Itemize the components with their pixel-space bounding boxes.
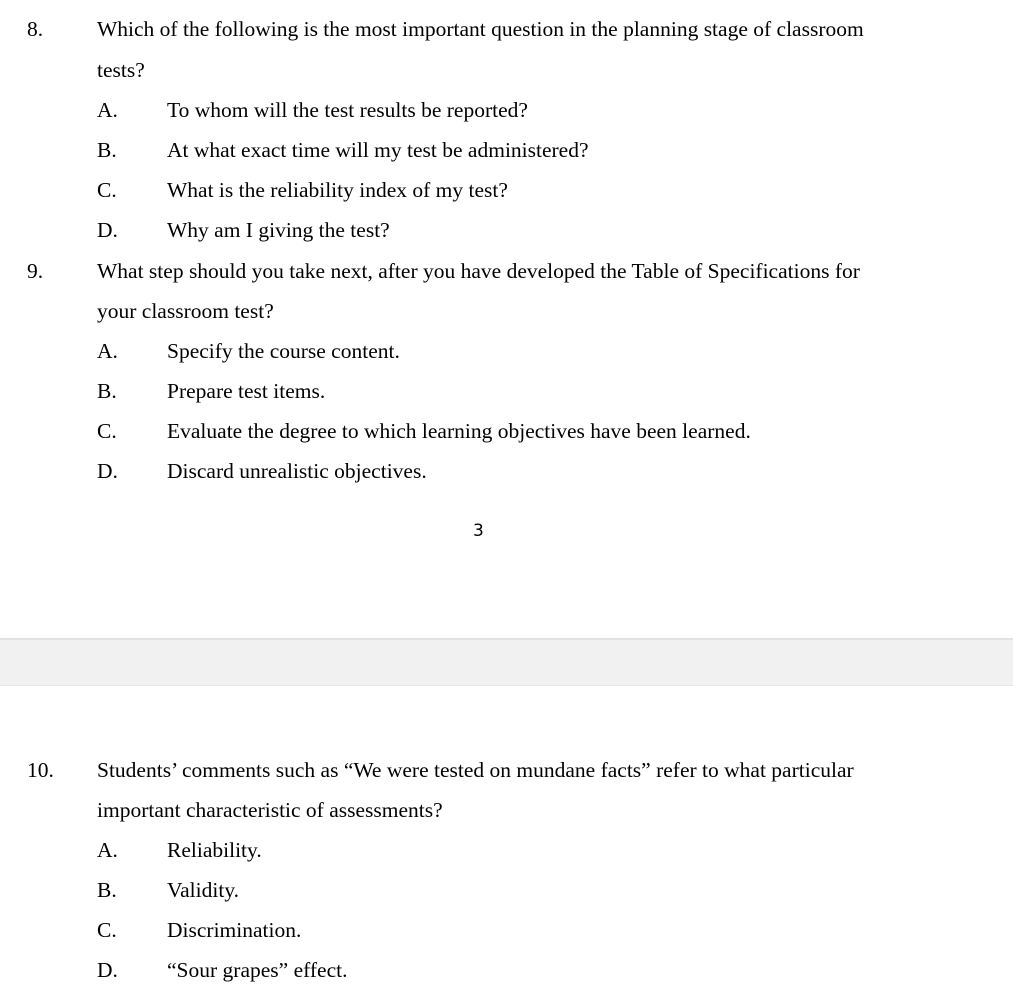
question-number: 9.	[27, 259, 44, 283]
option-text: Validity.	[167, 878, 240, 902]
page-number: 3	[473, 521, 484, 541]
document-page-4	[0, 686, 1013, 1008]
question-text: important characteristic of assessments?	[97, 798, 443, 822]
option-text: “Sour grapes” effect.	[167, 958, 348, 982]
option-letter: B.	[97, 878, 117, 902]
question-number: 8.	[27, 17, 44, 41]
question-text: What step should you take next, after you have developed the Table of Specifications for	[97, 259, 860, 283]
question-text: Which of the following is the most important question in the planning stage of classroom	[97, 17, 864, 41]
option-text: Prepare test items.	[167, 379, 326, 403]
question-number: 10.	[27, 758, 54, 782]
option-text: At what exact time will my test be administered?	[167, 138, 589, 162]
option-text: Specify the course content.	[167, 339, 400, 363]
option-letter: B.	[97, 379, 117, 403]
option-letter: A.	[97, 339, 118, 363]
option-text: Evaluate the degree to which learning objectives have been learned.	[167, 419, 751, 443]
option-letter: C.	[97, 419, 117, 443]
option-text: Discrimination.	[167, 918, 302, 942]
option-letter: D.	[97, 958, 118, 982]
page-separator	[0, 638, 1013, 686]
option-text: To whom will the test results be reported?	[167, 98, 528, 122]
question-text: Students’ comments such as “We were tested on mundane facts” refer to what particular	[97, 758, 854, 782]
option-text: Reliability.	[167, 838, 262, 862]
option-letter: C.	[97, 918, 117, 942]
option-letter: C.	[97, 178, 117, 202]
option-letter: D.	[97, 218, 118, 242]
option-text: Discard unrealistic objectives.	[167, 459, 427, 483]
option-text: What is the reliability index of my test?	[167, 178, 508, 202]
option-letter: A.	[97, 838, 118, 862]
option-letter: A.	[97, 98, 118, 122]
question-text: tests?	[97, 58, 145, 82]
option-text: Why am I giving the test?	[167, 218, 390, 242]
question-text: your classroom test?	[97, 299, 274, 323]
option-letter: D.	[97, 459, 118, 483]
option-letter: B.	[97, 138, 117, 162]
